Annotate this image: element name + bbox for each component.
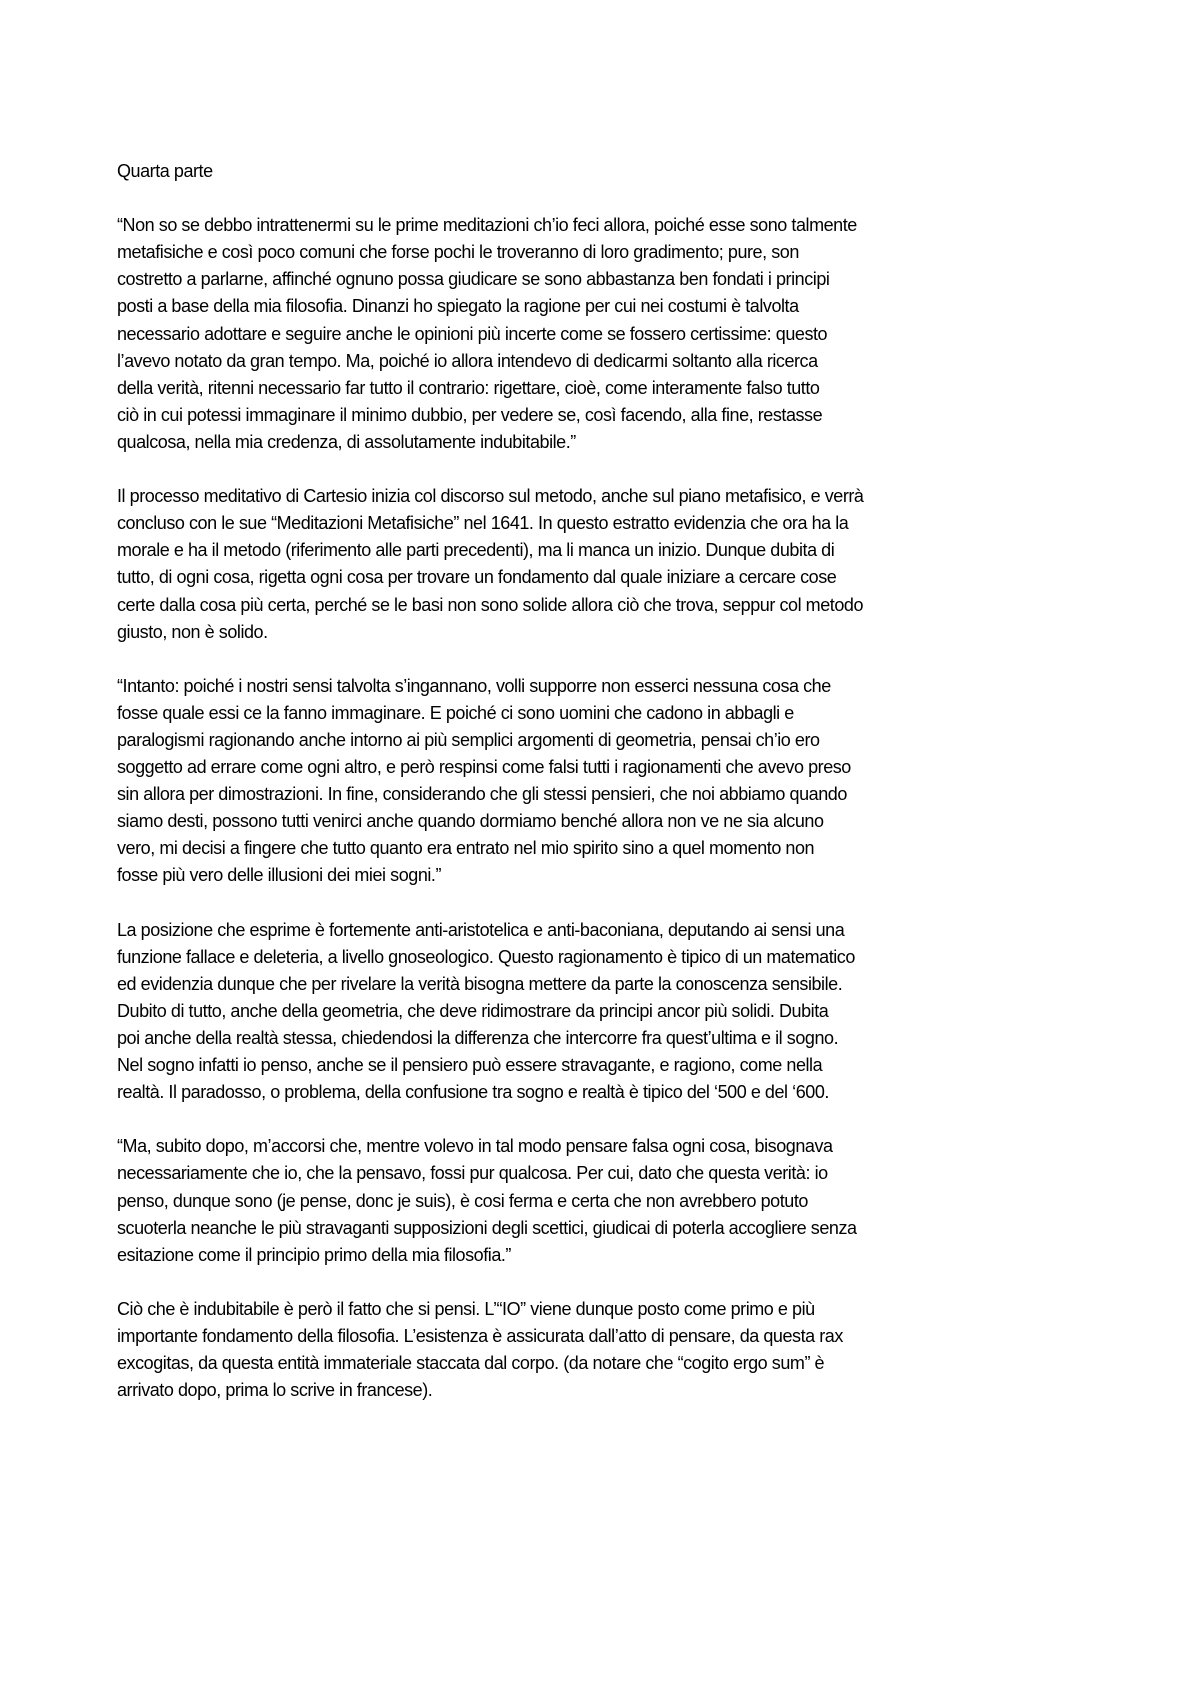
text-line: excogitas, da questa entità immateriale staccata dal corpo. (da notare che “cogito ergo sum” è: [117, 1353, 825, 1374]
text-line: realtà. Il paradosso, o problema, della confusione tra sogno e realtà è tipico del ‘500 e del ‘600.: [117, 1082, 829, 1103]
text-line: Ciò che è indubitabile è però il fatto che si pensi. L’“IO” viene dunque posto come primo e più: [117, 1298, 815, 1319]
text-line: “Ma, subito dopo, m’accorsi che, mentre volevo in tal modo pensare falsa ogni cosa, bisognava: [117, 1136, 833, 1157]
text-line: esitazione come il principio primo della mia filosofia.”: [117, 1244, 511, 1265]
document-page: [117, 158, 1017, 1431]
text-line: scuoterla neanche le più stravaganti supposizioni degli scettici, giudicai di poterla accogliere senza: [117, 1217, 857, 1238]
text-line: soggetto ad errare come ogni altro, e però respinsi come falsi tutti i ragionamenti che avevo preso: [117, 757, 851, 778]
document-body: [117, 212, 1017, 1404]
text-line: poi anche della realtà stessa, chiedendosi la differenza che intercorre fra quest’ultima e il sogno.: [117, 1028, 839, 1048]
text-line: della verità, ritenni necessario far tutto il contrario: rigettare, cioè, come interamente falso tutto: [117, 377, 820, 398]
text-line: certe dalla cosa più certa, perché se le basi non sono solide allora ciò che trova, seppur col metodo: [117, 594, 864, 615]
text-line: “Non so se debbo intrattenermi su le prime meditazioni ch’io feci allora, poiché esse sono talmente: [117, 215, 857, 236]
text-line: ciò in cui potessi immaginare il minimo dubbio, per vedere se, così facendo, alla fine, restasse: [117, 404, 823, 425]
text-line: fosse più vero delle illusioni dei miei sogni.”: [117, 865, 442, 886]
text-line: morale e ha il metodo (riferimento alle parti precedenti), ma li manca un inizio. Dunque dubita di: [117, 540, 835, 561]
text-line: Nel sogno infatti io penso, anche se il pensiero può essere stravagante, e ragiono, come nella: [117, 1055, 823, 1076]
title-line: Quarta parte: [117, 161, 213, 181]
paragraph-5: [117, 1133, 1017, 1268]
text-line: Dubito di tutto, anche della geometria, che deve ridimostrare da principi ancor più solidi. Dubita: [117, 1000, 829, 1021]
text-line: importante fondamento della filosofia. L’esistenza è assicurata dall’atto di pensare, da questa rax: [117, 1326, 843, 1347]
text-line: penso, dunque sono (je pense, donc je suis), è cosi ferma e certa che non avrebbero potuto: [117, 1190, 808, 1211]
text-line: “Intanto: poiché i nostri sensi talvolta s’ingannano, volli supporre non esserci nessuna cosa che: [117, 675, 831, 696]
text-line: tutto, di ogni cosa, rigetta ogni cosa per trovare un fondamento dal quale iniziare a cercare cose: [117, 567, 837, 588]
text-line: concluso con le sue “Meditazioni Metafisiche” nel 1641. In questo estratto evidenzia che ora ha la: [117, 513, 849, 534]
text-line: siamo desti, possono tutti venirci anche quando dormiamo benché allora non ve ne sia alcuno: [117, 811, 824, 832]
text-line: vero, mi decisi a fingere che tutto quanto era entrato nel mio spirito sino a quel momento non: [117, 838, 815, 859]
paragraph-4: [117, 917, 1017, 1107]
text-line: ed evidenzia dunque che per rivelare la verità bisogna mettere da parte la conoscenza sensibile.: [117, 973, 843, 994]
text-line: funzione fallace e deleteria, a livello gnoseologico. Questo ragionamento è tipico di un matematico: [117, 946, 855, 967]
text-line: fosse quale essi ce la fanno immaginare. E poiché ci sono uomini che cadono in abbagli e: [117, 702, 794, 723]
paragraph-1: [117, 212, 1017, 456]
text-line: posti a base della mia filosofia. Dinanzi ho spiegato la ragione per cui nei costumi è talvolta: [117, 296, 799, 317]
text-line: costretto a parlarne, affinché ognuno possa giudicare se sono abbastanza ben fondati i principi: [117, 269, 830, 290]
text-line: qualcosa, nella mia credenza, di assolutamente indubitabile.”: [117, 431, 576, 452]
paragraph-6: [117, 1296, 1017, 1404]
text-line: necessariamente che io, che la pensavo, fossi pur qualcosa. Per cui, dato che questa verità: io: [117, 1163, 828, 1184]
text-line: sin allora per dimostrazioni. In fine, considerando che gli stessi pensieri, che noi abbiamo quando: [117, 784, 847, 805]
text-line: Il processo meditativo di Cartesio inizia col discorso sul metodo, anche sul piano metafisico, e verrà: [117, 486, 864, 507]
text-line: giusto, non è solido.: [117, 621, 268, 642]
text-line: La posizione che esprime è fortemente anti-aristotelica e anti-baconiana, deputando ai sensi una: [117, 919, 845, 940]
text-line: metafisiche e così poco comuni che forse pochi le troveranno di loro gradimento; pure, son: [117, 242, 799, 263]
text-line: necessario adottare e seguire anche le opinioni più incerte come se fossero certissime: questo: [117, 323, 828, 344]
text-line: l’avevo notato da gran tempo. Ma, poiché io allora intendevo di dedicarmi soltanto alla ricerca: [117, 350, 818, 371]
paragraph-3: [117, 673, 1017, 890]
text-line: paralogismi ragionando anche intorno ai più semplici argomenti di geometria, pensai ch’io ero: [117, 729, 820, 750]
document-title: [117, 158, 1017, 185]
paragraph-2: [117, 483, 1017, 646]
text-line: arrivato dopo, prima lo scrive in francese).: [117, 1380, 433, 1401]
